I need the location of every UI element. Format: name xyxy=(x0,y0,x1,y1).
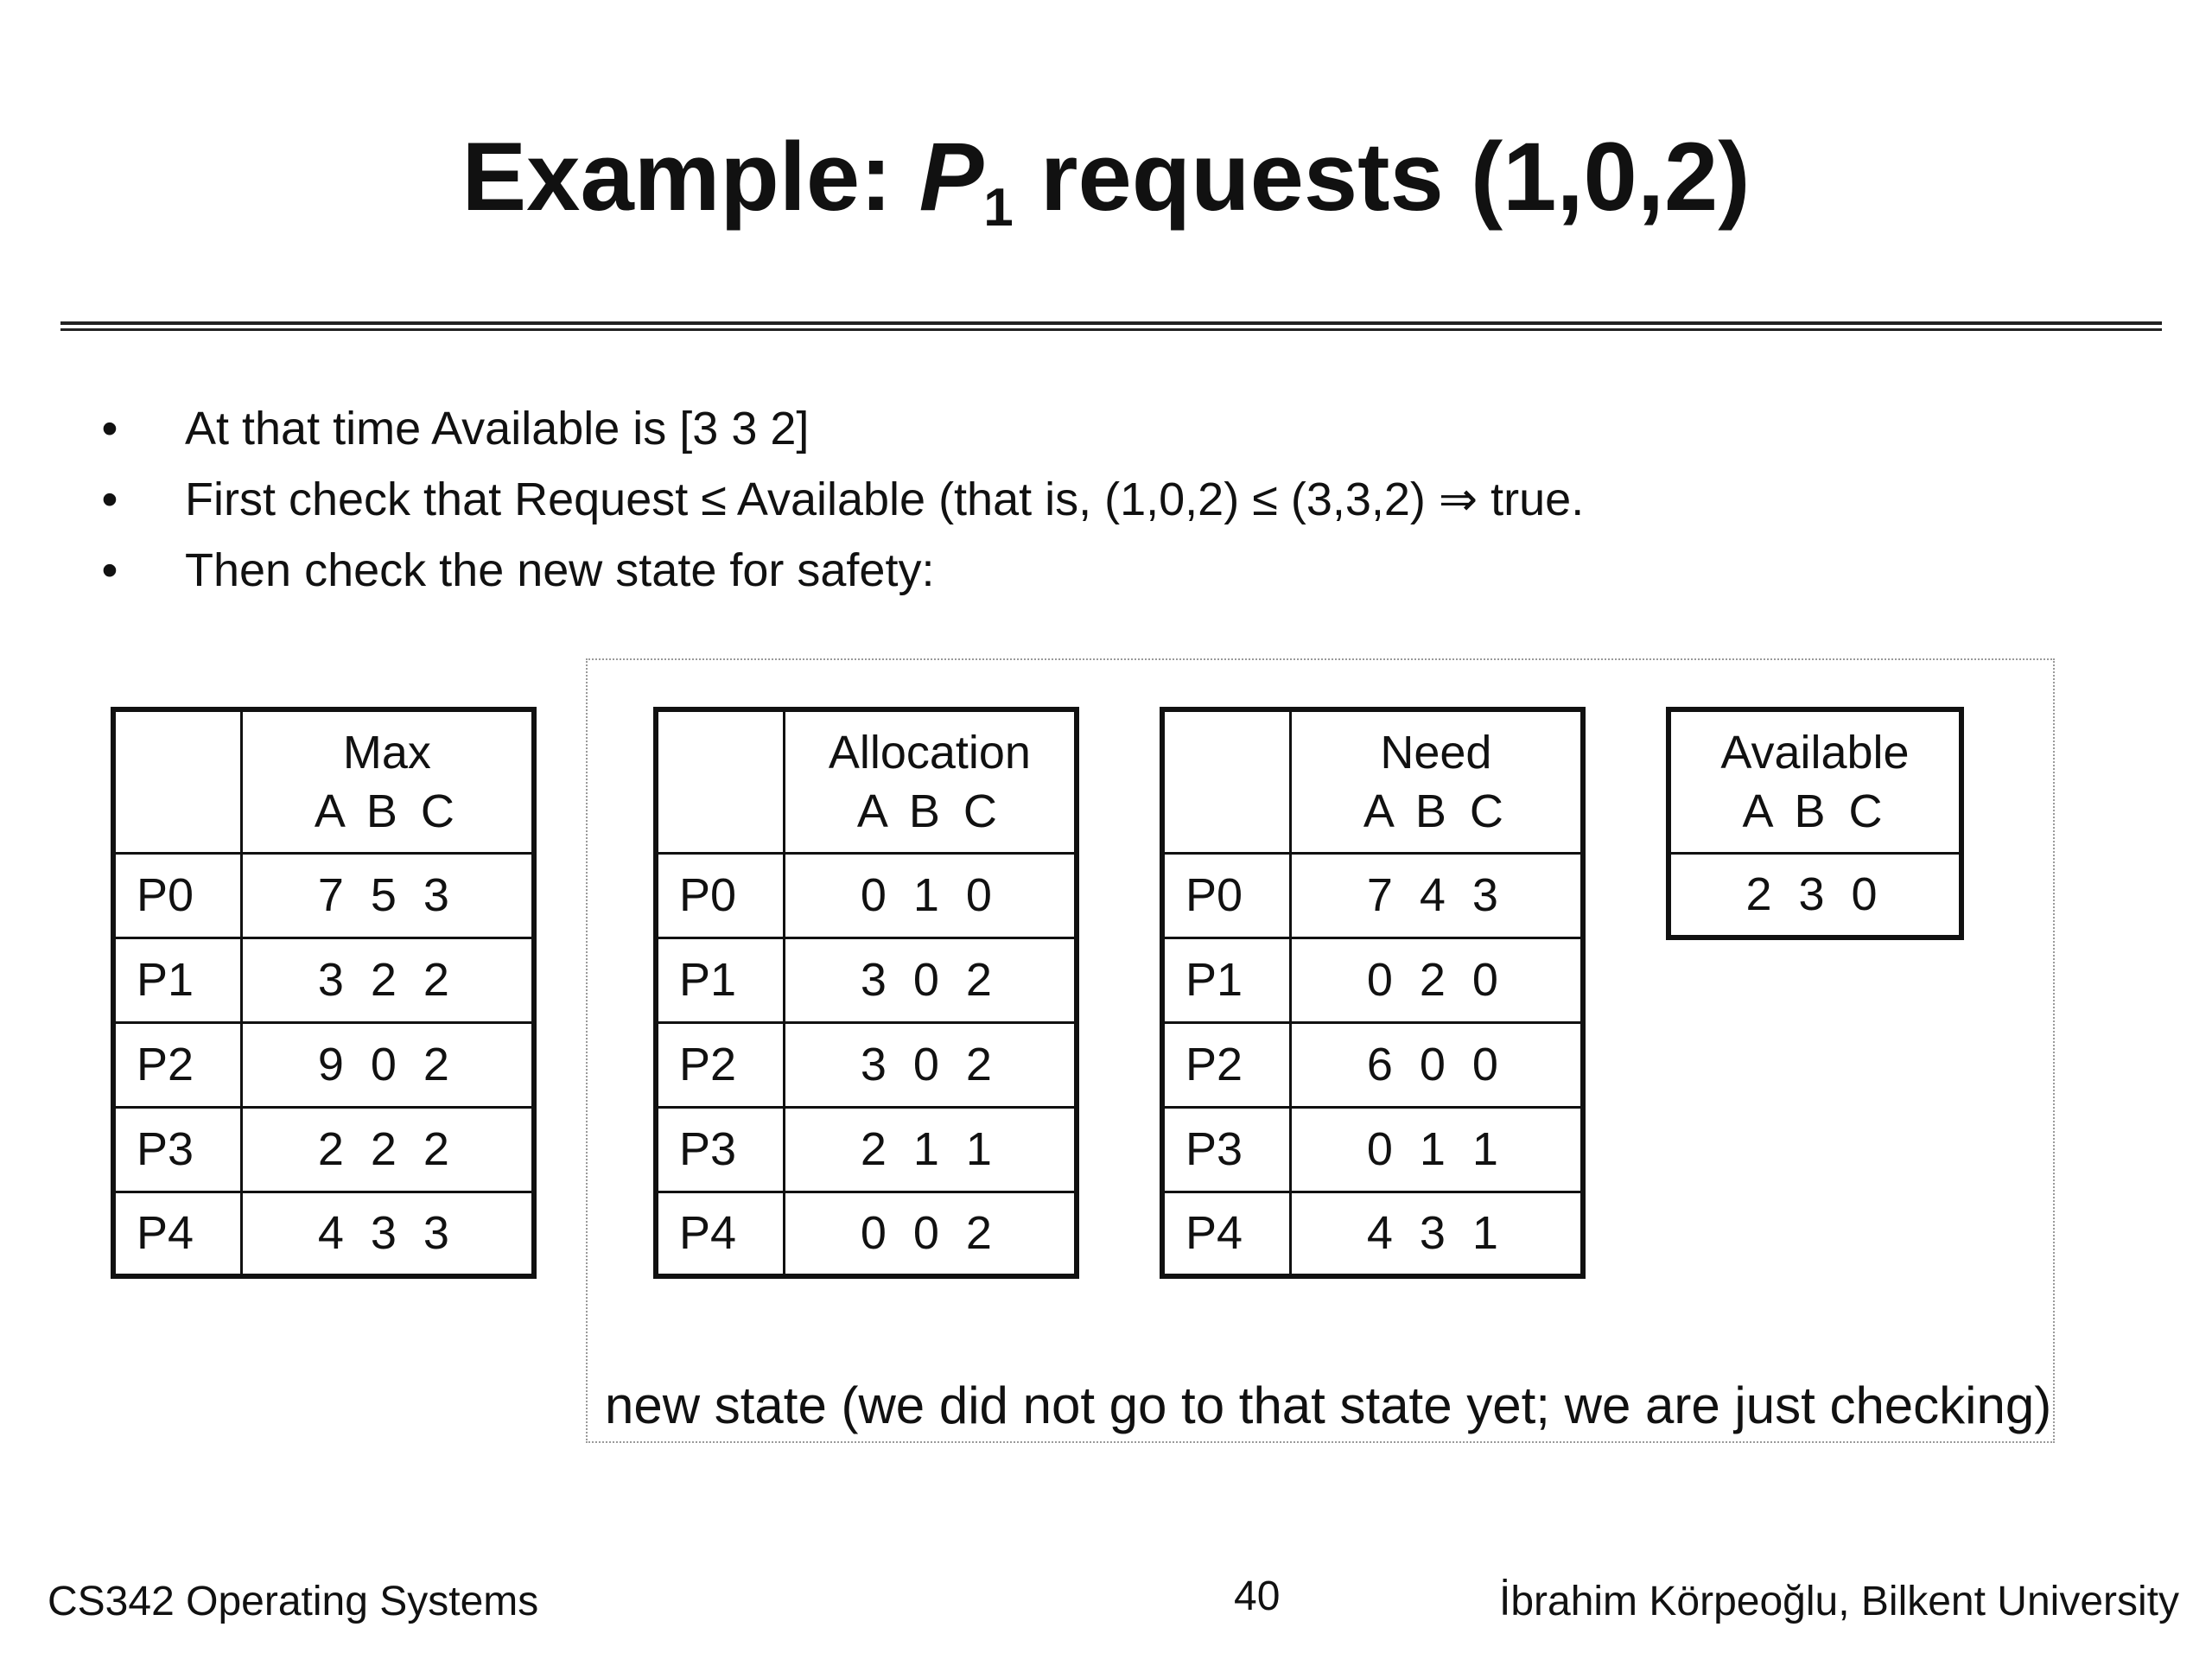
process-id-cell: P1 xyxy=(656,938,784,1022)
bullet-item xyxy=(97,535,1584,606)
table-row xyxy=(113,1107,534,1192)
need-header-cols: A B C xyxy=(1363,785,1509,837)
process-id-cell: P1 xyxy=(113,938,241,1022)
allocation-value-cell: 3 0 2 xyxy=(784,1022,1077,1107)
bullet-marker: • xyxy=(101,474,118,525)
table-row xyxy=(1162,1022,1583,1107)
header-blank-cell xyxy=(113,709,241,853)
process-id-cell: P1 xyxy=(1162,938,1290,1022)
max-value-cell: 4 3 3 xyxy=(241,1192,534,1276)
table-row xyxy=(656,938,1077,1022)
process-id-cell: P3 xyxy=(1162,1107,1290,1192)
header-blank-cell xyxy=(656,709,784,853)
bullet-text: At that time Available is [3 3 2] xyxy=(185,403,810,454)
need-value-cell: 6 0 0 xyxy=(1290,1022,1583,1107)
process-id-cell: P4 xyxy=(656,1192,784,1276)
allocation-header-name: Allocation xyxy=(828,726,1031,779)
process-id-cell: P3 xyxy=(113,1107,241,1192)
table-row xyxy=(656,1107,1077,1192)
need-header xyxy=(1290,709,1583,853)
table-row xyxy=(113,853,534,938)
table-row xyxy=(656,853,1077,938)
header-blank-cell xyxy=(1162,709,1290,853)
allocation-header xyxy=(784,709,1077,853)
allocation-value-cell: 3 0 2 xyxy=(784,938,1077,1022)
table-row xyxy=(113,938,534,1022)
available-header-cols: A B C xyxy=(1742,785,1888,837)
max-value-cell: 3 2 2 xyxy=(241,938,534,1022)
bullet-item xyxy=(97,393,1584,464)
need-table xyxy=(1160,707,1586,1279)
max-table xyxy=(111,707,537,1279)
title-prefix: Example: xyxy=(461,123,919,231)
need-value-cell: 0 1 1 xyxy=(1290,1107,1583,1192)
max-value-cell: 7 5 3 xyxy=(241,853,534,938)
bullet-marker: • xyxy=(101,403,118,454)
slide-title xyxy=(0,121,2212,264)
max-header xyxy=(241,709,534,853)
process-id-cell: P2 xyxy=(656,1022,784,1107)
footer-author: İbrahim Körpeoğlu, Bilkent University xyxy=(1498,1579,2179,1624)
title-subscript: 1 xyxy=(983,178,1014,238)
table-row xyxy=(113,1192,534,1276)
need-header-name: Need xyxy=(1380,726,1492,779)
allocation-value-cell: 0 0 2 xyxy=(784,1192,1077,1276)
bullet-list xyxy=(97,393,1584,606)
max-header-name: Max xyxy=(342,726,431,779)
footer-course: CS342 Operating Systems xyxy=(48,1579,539,1624)
table-row xyxy=(1162,853,1583,938)
new-state-caption: new state (we did not go to that state yet; we are just checking) xyxy=(605,1376,2052,1434)
table-row xyxy=(656,1022,1077,1107)
max-header-cols: A B C xyxy=(314,785,460,837)
table-row xyxy=(1669,853,1961,938)
bullet-text: First check that Request ≤ Available (that is, (1,0,2) ≤ (3,3,2) ⇒ true. xyxy=(185,474,1585,525)
table-row xyxy=(656,1192,1077,1276)
need-value-cell: 0 2 0 xyxy=(1290,938,1583,1022)
footer-page-number: 40 xyxy=(1234,1573,1281,1619)
title-process: P xyxy=(918,123,984,231)
allocation-value-cell: 2 1 1 xyxy=(784,1107,1077,1192)
process-id-cell: P0 xyxy=(1162,853,1290,938)
need-value-cell: 7 4 3 xyxy=(1290,853,1583,938)
allocation-value-cell: 0 1 0 xyxy=(784,853,1077,938)
title-rule-top xyxy=(60,321,2162,325)
table-row xyxy=(1162,1107,1583,1192)
available-header-name: Available xyxy=(1720,726,1910,779)
title-rule-bottom xyxy=(60,328,2162,331)
need-value-cell: 4 3 1 xyxy=(1290,1192,1583,1276)
available-value-cell: 2 3 0 xyxy=(1669,853,1961,938)
table-row xyxy=(113,1022,534,1107)
title-suffix: requests (1,0,2) xyxy=(1013,123,1751,231)
table-row xyxy=(1162,938,1583,1022)
allocation-table xyxy=(653,707,1079,1279)
process-id-cell: P0 xyxy=(656,853,784,938)
process-id-cell: P4 xyxy=(1162,1192,1290,1276)
process-id-cell: P4 xyxy=(113,1192,241,1276)
allocation-header-cols: A B C xyxy=(856,785,1002,837)
available-table xyxy=(1666,707,1964,940)
table-row xyxy=(1162,1192,1583,1276)
bullet-item xyxy=(97,464,1584,535)
available-header xyxy=(1669,709,1961,853)
process-id-cell: P0 xyxy=(113,853,241,938)
bullet-marker: • xyxy=(101,544,118,596)
process-id-cell: P2 xyxy=(1162,1022,1290,1107)
bullet-text: Then check the new state for safety: xyxy=(185,544,935,596)
process-id-cell: P2 xyxy=(113,1022,241,1107)
process-id-cell: P3 xyxy=(656,1107,784,1192)
max-value-cell: 9 0 2 xyxy=(241,1022,534,1107)
max-value-cell: 2 2 2 xyxy=(241,1107,534,1192)
